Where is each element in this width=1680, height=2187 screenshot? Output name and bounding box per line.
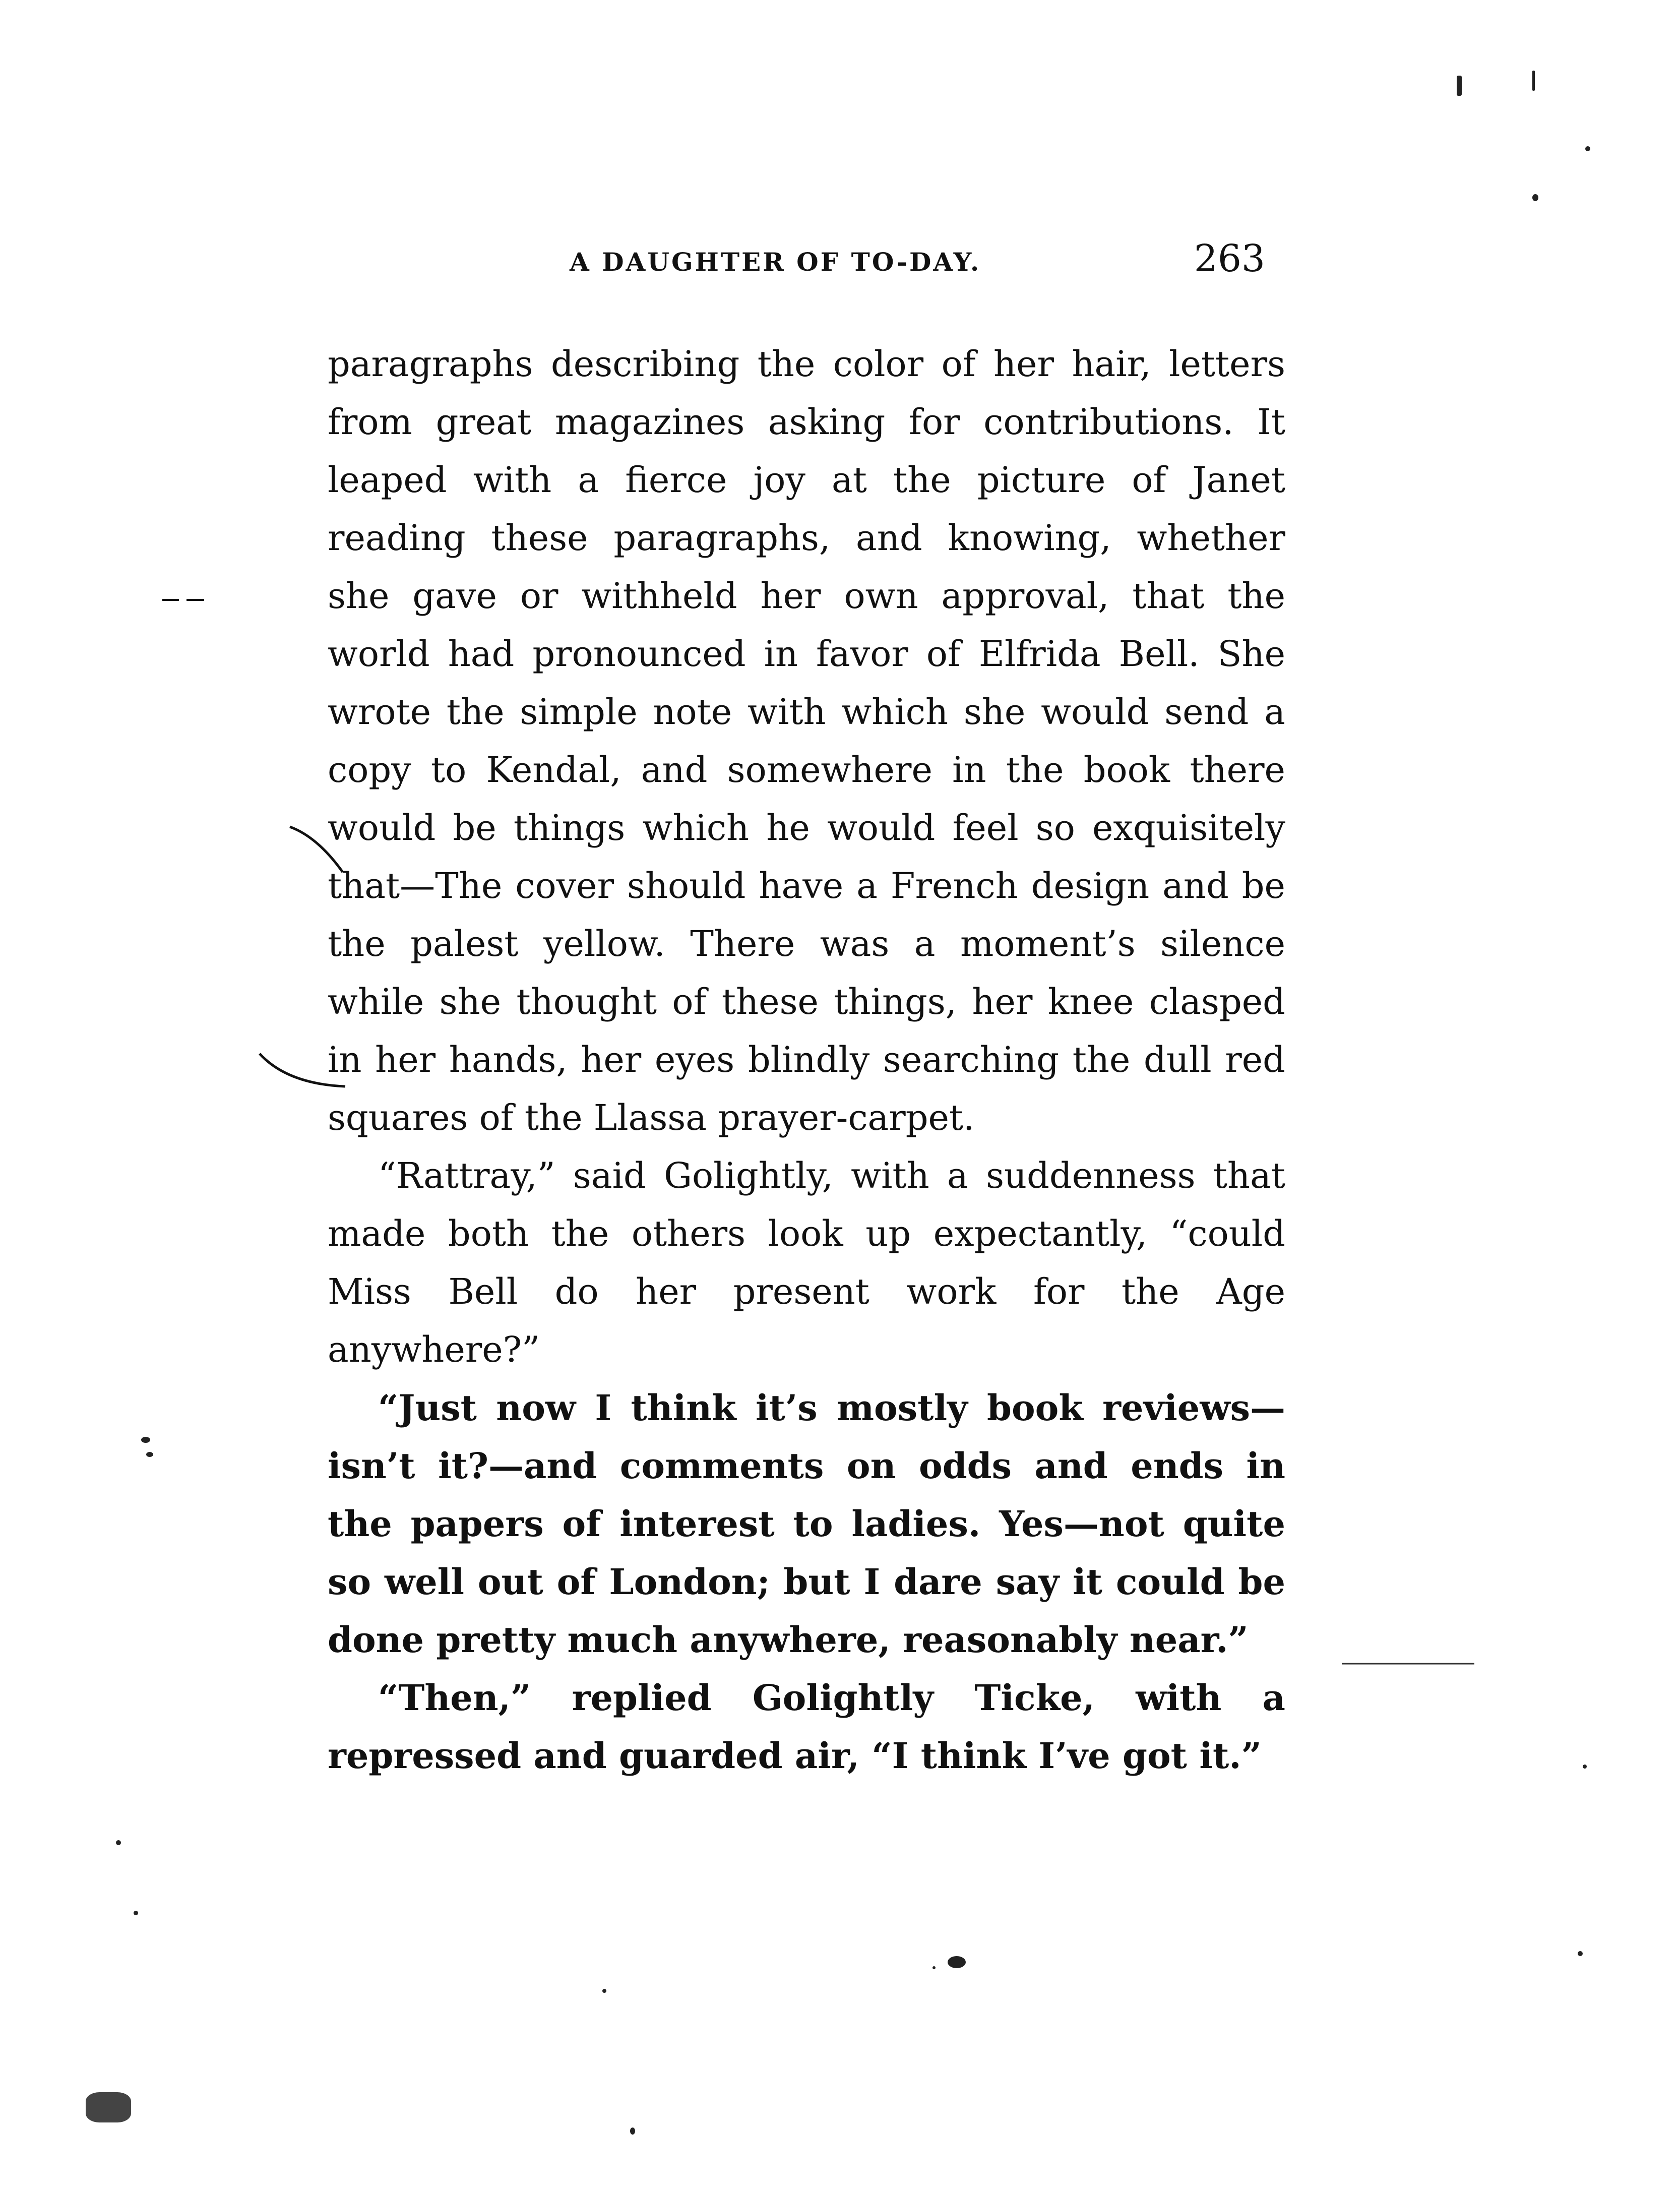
- scan-speck: [932, 1966, 936, 1969]
- scan-speck: [1585, 146, 1590, 151]
- scan-speck: [602, 1989, 606, 1993]
- scan-speck: [134, 1911, 138, 1915]
- scan-speck: [1583, 1765, 1587, 1769]
- scan-speck: [116, 1840, 121, 1845]
- paragraph-book-reviews: “Just now I think it’s mostly book reviews—isn’t it?—and comments on odds and ends in the papers of interest to ladies. Yes—not quite so well out of London; but I dare say it could be done pretty much anywhere, reasonably near.”: [328, 1387, 1285, 1661]
- margin-rule-mark: [1341, 1659, 1477, 1669]
- running-head: [570, 237, 1265, 292]
- scan-speck: [86, 2092, 131, 2122]
- scan-speck: [948, 1956, 966, 1968]
- paragraph-continued: paragraphs describing the color of her hair, letters from great magazines asking for contributions. It leaped with a fierce joy at the picture of Janet reading these paragraphs, and knowing, whether she gave or withheld her own approval, that the world had pronounced in favor of Elfrida Bell. She wrote the simple note with which she would send a copy to Kendal, and somewhere in the book there would be things which he would feel so exquisitely that—The cover should have a French design and be the palest yellow. There was a moment’s silence while she thought of these things, her knee clasped in her hands, her eyes blindly searching the dull red squares of the Llassa prayer-carpet.: [328, 343, 1285, 1138]
- scan-speck: [1532, 71, 1535, 91]
- scan-speck: [1578, 1951, 1583, 1956]
- paragraph-rattray-question: “Rattray,” said Golightly, with a suddenness that made both the others look up expectantly, “could Miss Bell do her present work for the Age anywhere?”: [328, 1155, 1285, 1370]
- scan-speck: [630, 2128, 635, 2135]
- body-text: [328, 335, 1285, 1785]
- scan-speck: [1457, 76, 1462, 96]
- page-number: 263: [1194, 237, 1265, 280]
- margin-dash-mark: [161, 595, 207, 605]
- scan-speck: [146, 1452, 153, 1457]
- margin-tick-mark: [287, 817, 348, 887]
- margin-curve-mark: [257, 1049, 348, 1094]
- running-title: A DAUGHTER OF TO-DAY.: [570, 247, 981, 277]
- scan-speck: [141, 1437, 150, 1443]
- scan-speck: [1532, 194, 1538, 201]
- paragraph-golightly-reply: “Then,” replied Golightly Ticke, with a repressed and guarded air, “I think I’ve got it.”: [328, 1677, 1285, 1777]
